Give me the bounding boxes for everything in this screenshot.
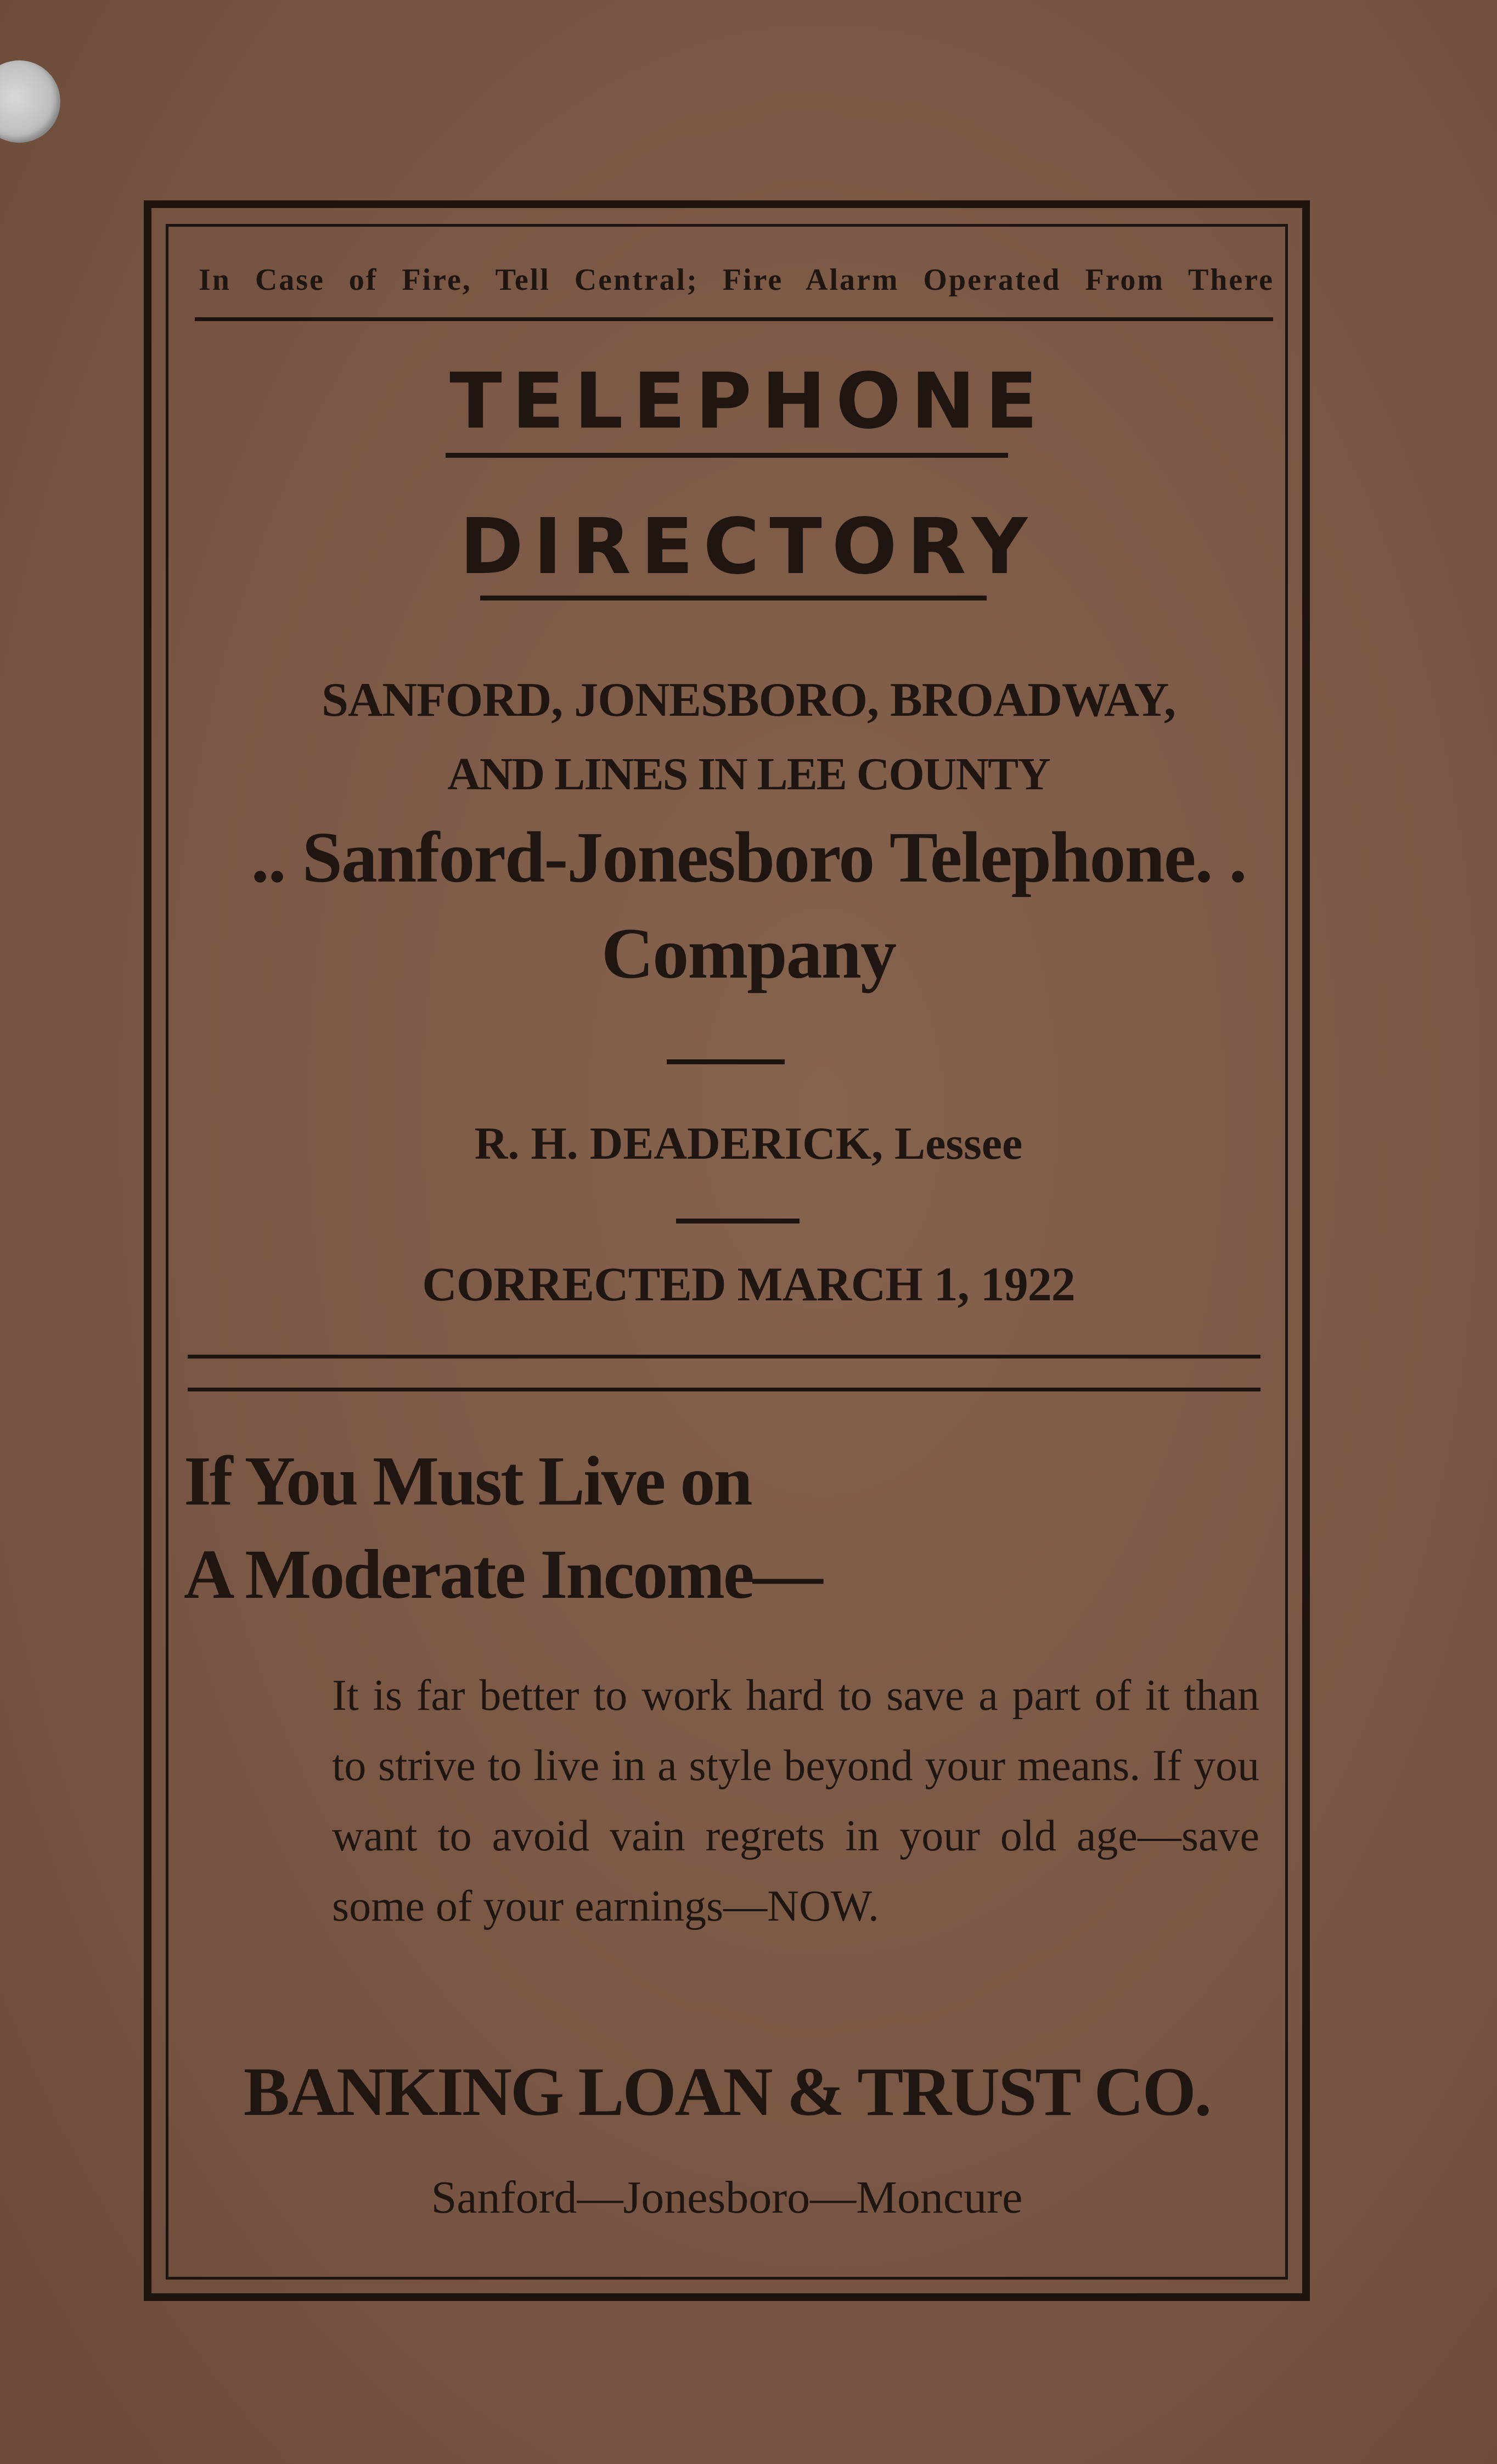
binder-hole <box>0 60 60 143</box>
bank-branches: Sanford—Jonesboro—Moncure <box>431 2172 1023 2223</box>
company-name-text: Sanford-Jonesboro Telephone <box>302 817 1195 897</box>
separator-2 <box>676 1219 800 1223</box>
title-underline-2 <box>480 596 987 600</box>
title-underline-1 <box>446 453 1008 458</box>
coverage-towns: SANFORD, JONESBORO, BROADWAY, <box>321 673 1176 727</box>
corrected-date: CORRECTED MARCH 1, 1922 <box>422 1258 1075 1311</box>
title-telephone: TELEPHONE <box>449 357 1048 446</box>
lessee: R. H. DEADERICK, Lessee <box>474 1118 1023 1169</box>
company-leading-dots: .. <box>251 817 285 897</box>
ad-body-text: It is far better to work hard to save a part of it than to strive to live in a style beyond your means. If you want to avoid vain regrets in your old age—save some of your earnings—NOW. <box>332 1671 1259 1930</box>
section-divider-bottom <box>188 1388 1260 1391</box>
ad-headline-line2: A Moderate Income— <box>184 1535 821 1613</box>
company-name <box>0 815 1497 899</box>
company-name-line2: Company <box>601 913 896 994</box>
coverage-lines: AND LINES IN LEE COUNTY <box>447 749 1050 800</box>
bank-name: BANKING LOAN & TRUST CO. <box>243 2054 1211 2130</box>
fire-notice-rule <box>195 317 1273 321</box>
title-directory: DIRECTORY <box>459 502 1038 592</box>
separator-1 <box>667 1059 785 1064</box>
company-trailing-dots: . . <box>1195 817 1246 897</box>
section-divider-top <box>188 1355 1260 1359</box>
ad-headline-line1: If You Must Live on <box>184 1442 751 1520</box>
fire-notice: In Case of Fire, Tell Central; Fire Alarm Operated From There <box>199 263 1274 297</box>
